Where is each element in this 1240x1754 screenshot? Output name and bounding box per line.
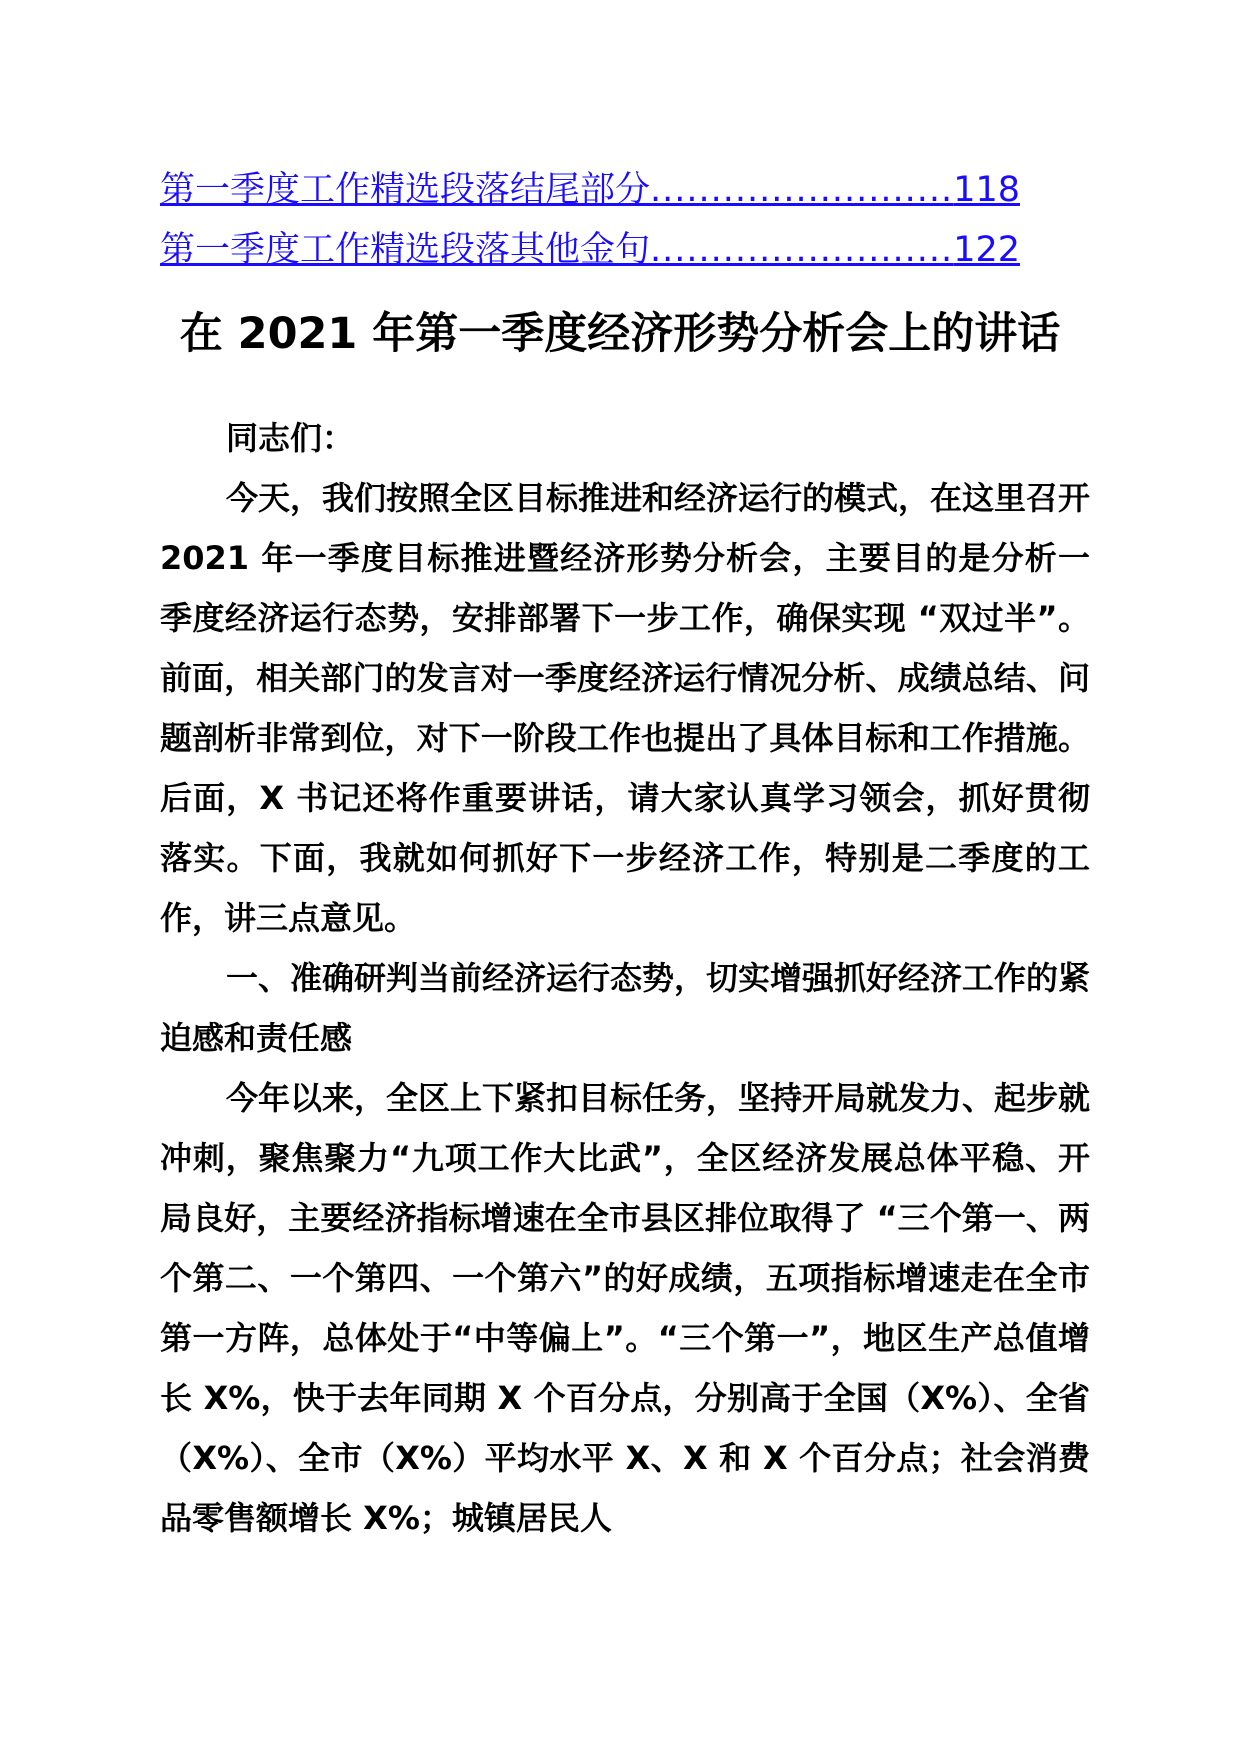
toc-entry-title: 第一季度工作精选段落其他金句 — [160, 230, 651, 270]
speech-body — [160, 408, 1090, 1548]
paragraph-introduction: 今天，我们按照全区目标推进和经济运行的模式，在这里召开 2021 年一季度目标推进暨经济形势分析会，主要目的是分析一季度经济运行态势，安排部署下一步工作，确保实现 “双过半”。前面，相关部门的发言对一季度经济运行情况分析、成绩总结、问题剖析非常到位，对下一阶段工作也提出了具体目标和工作措施。后面，X 书记还将作重要讲话，请大家认真学习领会，抓好贯彻落实。下面，我就如何抓好下一步经济工作，特别是二季度的工作，讲三点意见。 — [160, 479, 1091, 937]
toc-dot-leader — [650, 220, 953, 280]
table-of-contents — [160, 160, 1020, 280]
toc-entry-title: 第一季度工作精选段落结尾部分 — [160, 170, 651, 210]
toc-link-other-quotes[interactable] — [160, 220, 1020, 280]
toc-page-number: 122 — [953, 230, 1020, 270]
speech-title: 在 2021 年第一季度经济形势分析会上的讲话 — [179, 309, 1061, 359]
section-heading-one: 一、准确研判当前经济运行态势，切实增强抓好经济工作的紧迫感和责任感 — [160, 959, 1091, 1057]
toc-link-ending-paragraphs[interactable] — [160, 160, 1020, 220]
paragraph-economic-overview: 今年以来，全区上下紧扣目标任务，坚持开局就发力、起步就冲刺，聚焦聚力“九项工作大比武”，全区经济发展总体平稳、开局良好，主要经济指标增速在全市县区排位取得了 “三个第一、两个第二、一个第四、一个第六”的好成绩，五项指标增速走在全市第一方阵，总体处于“中等偏上”。“三个第一”，地区生产总值增长 X%，快于去年同期 X 个百分点，分别高于全国（X%）、全省（X%）、全市（X%）平均水平 X、X 和 X 个百分点；社会消费品零售额增长 X%；城镇居民人 — [160, 1079, 1091, 1537]
toc-dot-leader — [650, 160, 953, 220]
salutation: 同志们： — [226, 419, 355, 457]
toc-page-number: 118 — [953, 170, 1020, 210]
